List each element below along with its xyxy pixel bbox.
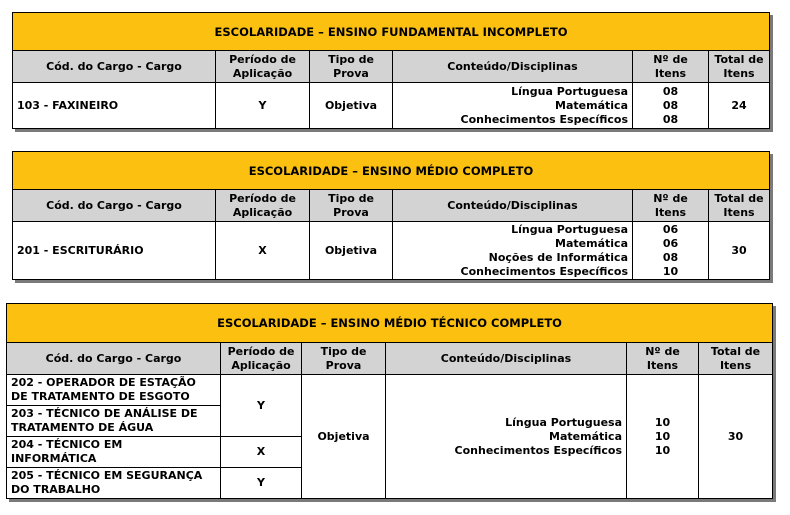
itens-value: 10 — [662, 264, 679, 278]
tipo-cell: Objetiva — [302, 375, 386, 499]
periodo-cell: X — [216, 222, 310, 280]
col-header-total: Total de Itens — [699, 343, 773, 375]
itens-value: 06 — [662, 222, 679, 236]
disciplinas-cell — [393, 222, 633, 280]
col-header-conteudo: Conteúdo/Disciplinas — [393, 190, 633, 222]
itens-cell — [633, 222, 709, 280]
col-header-cargo: Cód. do Cargo - Cargo — [13, 190, 216, 222]
cargo-cell: 205 - TÉCNICO EM SEGURANÇA DO TRABALHO — [7, 468, 221, 499]
itens-value: 08 — [662, 112, 679, 126]
disciplinas-cell — [393, 83, 633, 129]
col-header-conteudo: Conteúdo/Disciplinas — [393, 51, 633, 83]
periodo-cell: Y — [221, 375, 302, 437]
cargo-cell: 103 - FAXINEIRO — [13, 83, 216, 129]
table-title: ESCOLARIDADE – ENSINO MÉDIO COMPLETO — [13, 152, 770, 190]
cargo-cell: 202 - OPERADOR DE ESTAÇÃO DE TRATAMENTO DE ESGOTO — [7, 375, 221, 406]
col-header-tipo: Tipo de Prova — [302, 343, 386, 375]
itens-value: 06 — [662, 236, 679, 250]
table-row — [13, 83, 770, 129]
table-row — [7, 375, 773, 406]
disciplina: Noções de Informática — [488, 250, 628, 264]
table-title: ESCOLARIDADE – ENSINO FUNDAMENTAL INCOMPLETO — [13, 13, 770, 51]
total-cell: 30 — [709, 222, 770, 280]
itens-cell — [627, 375, 699, 499]
periodo-cell: Y — [216, 83, 310, 129]
table-medio-tecnico-completo — [6, 303, 773, 499]
col-header-tipo: Tipo de Prova — [310, 51, 393, 83]
itens-value: 10 — [654, 415, 671, 429]
disciplina: Conhecimentos Específicos — [454, 443, 622, 457]
disciplina: Conhecimentos Específicos — [460, 112, 628, 126]
itens-value: 08 — [662, 98, 679, 112]
disciplina: Matemática — [549, 429, 622, 443]
table-medio-completo — [12, 151, 770, 280]
col-header-tipo: Tipo de Prova — [310, 190, 393, 222]
table-fundamental-incompleto — [12, 12, 770, 129]
col-header-itens: Nº de Itens — [633, 190, 709, 222]
cargo-cell: 204 - TÉCNICO EM INFORMÁTICA — [7, 437, 221, 468]
total-cell: 24 — [709, 83, 770, 129]
col-header-itens: Nº de Itens — [627, 343, 699, 375]
disciplinas-cell — [386, 375, 627, 499]
itens-value: 10 — [654, 429, 671, 443]
cargo-cell: 201 - ESCRITURÁRIO — [13, 222, 216, 280]
periodo-cell: Y — [221, 468, 302, 499]
col-header-itens: Nº de Itens — [633, 51, 709, 83]
itens-value: 10 — [654, 443, 671, 457]
disciplina: Língua Portuguesa — [511, 84, 628, 98]
disciplina: Língua Portuguesa — [511, 222, 628, 236]
itens-cell — [633, 83, 709, 129]
tipo-cell: Objetiva — [310, 83, 393, 129]
table-row — [13, 222, 770, 280]
disciplina: Conhecimentos Específicos — [460, 264, 628, 278]
col-header-total: Total de Itens — [709, 51, 770, 83]
itens-value: 08 — [662, 84, 679, 98]
col-header-conteudo: Conteúdo/Disciplinas — [386, 343, 627, 375]
col-header-cargo: Cód. do Cargo - Cargo — [13, 51, 216, 83]
col-header-periodo: Período de Aplicação — [221, 343, 302, 375]
col-header-periodo: Período de Aplicação — [216, 51, 310, 83]
cargo-cell: 203 - TÉCNICO DE ANÁLISE DE TRATAMENTO DE ÁGUA — [7, 406, 221, 437]
col-header-cargo: Cód. do Cargo - Cargo — [7, 343, 221, 375]
itens-value: 08 — [662, 250, 679, 264]
tipo-cell: Objetiva — [310, 222, 393, 280]
col-header-total: Total de Itens — [709, 190, 770, 222]
col-header-periodo: Período de Aplicação — [216, 190, 310, 222]
total-cell: 30 — [699, 375, 773, 499]
disciplina: Matemática — [555, 98, 628, 112]
table-title: ESCOLARIDADE – ENSINO MÉDIO TÉCNICO COMPLETO — [7, 304, 773, 343]
periodo-cell: X — [221, 437, 302, 468]
disciplina: Matemática — [555, 236, 628, 250]
disciplina: Língua Portuguesa — [505, 415, 622, 429]
